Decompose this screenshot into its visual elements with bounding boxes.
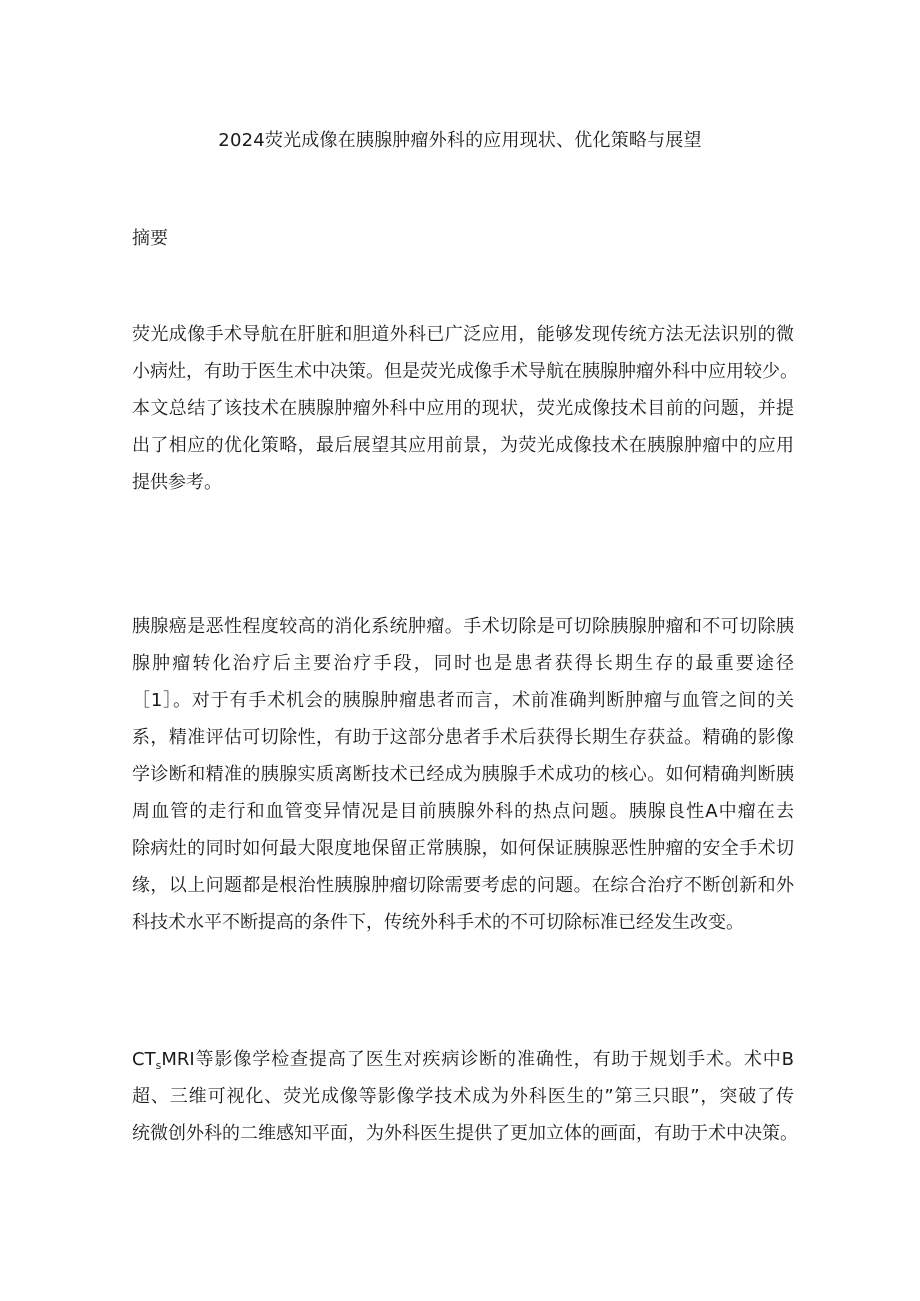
- intro-line: 学诊断和精准的胰腺实质离断技术已经成为胰腺手术成功的核心。如何精确判断胰: [132, 764, 794, 785]
- intro-line: 腺肿瘤转化治疗后主要治疗手段，同时也是患者获得长期生存的最重要途径: [132, 653, 794, 674]
- document-title: 2024荧光成像在胰腺肿瘤外科的应用现状、优化策略与展望: [218, 130, 702, 151]
- abstract-line: 本文总结了该技术在胰腺肿瘤外科中应用的现状，荧光成像技术目前的问题，并提: [132, 398, 794, 419]
- imaging-line: 统微创外科的二维感知平面，为外科医生提供了更加立体的画面，有助于术中决策。: [132, 1123, 798, 1144]
- ct-subscript: s: [155, 1059, 162, 1072]
- abstract-paragraph: [132, 316, 798, 501]
- intro-line: 胰腺癌是恶性程度较高的消化系统肿瘤。手术切除是可切除胰腺肿瘤和不可切除胰: [132, 616, 794, 637]
- intro-line: 系，精准评估可切除性，有助于这部分患者手术后获得长期生存获益。精确的影像: [132, 727, 794, 748]
- intro-line: ［1］。对于有手术机会的胰腺肿瘤患者而言，术前准确判断肿瘤与血管之间的关: [132, 690, 794, 711]
- abstract-heading: 摘要: [132, 228, 168, 249]
- imaging-paragraph: [132, 1041, 798, 1152]
- intro-line: 除病灶的同时如何最大限度地保留正常胰腺，如何保证胰腺恶性肿瘤的安全手术切: [132, 838, 794, 859]
- abstract-line: 小病灶，有助于医生术中决策。但是荧光成像手术导航在胰腺肿瘤外科中应用较少。: [132, 361, 798, 382]
- intro-line: 周血管的走行和血管变异情况是目前胰腺外科的热点问题。胰腺良性A中瘤在去: [132, 801, 794, 822]
- intro-line: 缘，以上问题都是根治性胰腺肿瘤切除需要考虑的问题。在综合治疗不断创新和外: [132, 875, 794, 896]
- ct-text: CT: [132, 1049, 156, 1070]
- abstract-line: 荧光成像手术导航在肝脏和胆道外科已广泛应用，能够发现传统方法无法识别的微: [132, 324, 794, 345]
- imaging-line: 超、三维可视化、荧光成像等影像学技术成为外科医生的”第三只眼”，突破了传: [132, 1086, 794, 1107]
- imaging-line-rest: MRI等影像学检查提高了医生对疾病诊断的准确性，有助于规划手术。术中B: [161, 1049, 794, 1070]
- abstract-line: 提供参考。: [132, 472, 222, 493]
- intro-paragraph: [132, 608, 794, 941]
- imaging-line: [132, 1041, 794, 1078]
- abstract-line: 出了相应的优化策略，最后展望其应用前景，为荧光成像技术在胰腺肿瘤中的应用: [132, 435, 794, 456]
- intro-line: 科技术水平不断提高的条件下，传统外科手术的不可切除标准已经发生改变。: [132, 912, 744, 933]
